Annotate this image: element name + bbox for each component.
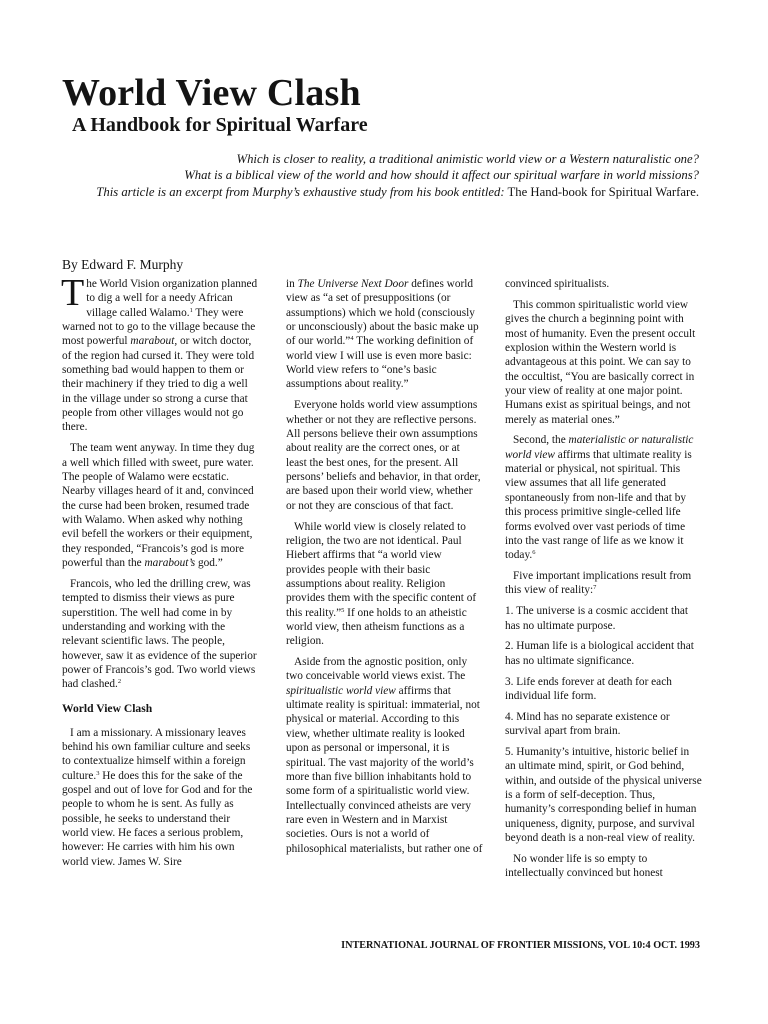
italic-term: spiritualistic world view (286, 684, 396, 697)
footnote-ref: 2 (117, 678, 122, 686)
drop-cap: T (61, 272, 85, 314)
paragraph (62, 577, 259, 692)
text-run: affirms that ultimate reality is material or physical, not spiritual. This view assumes that all life generated spontaneously from non-life and that by this process primitive single-celled life forms evolved over vast periods of time into the vast range of life as we know it today. (505, 448, 692, 562)
text-run: defines world view as “a set of presuppositions (or assumptions) which we hold (consciously or unconsciously) about the basic make up of our world.” (286, 278, 479, 348)
footnote-ref: 7 (593, 584, 597, 592)
paragraph (286, 520, 483, 649)
text-run: god.” (195, 557, 223, 570)
text-column-3 (505, 277, 702, 887)
paragraph (61, 272, 259, 435)
byline: By Edward F. Murphy (62, 257, 184, 272)
text-run: If one holds to an atheistic world view, then atheism functions as a religion. (286, 606, 467, 648)
text-run: he World Vision organization planned to dig a well for a needy African village called Walamo. (86, 278, 258, 319)
footnote-ref: 3 (96, 769, 100, 777)
paragraph (286, 655, 483, 856)
footnote-ref: 5 (341, 606, 345, 614)
paragraph: No wonder life is so empty to intellectually convinced but honest (505, 852, 663, 880)
abstract-line: Which is closer to reality, a traditional animistic world view or a Western naturalistic one? (236, 152, 699, 166)
italic-term: marabout, (130, 335, 178, 348)
italic-term: materialistic or naturalistic world view (505, 434, 694, 461)
list-item: 3. Life ends forever at death for each individual life form. (505, 675, 672, 702)
paragraph (62, 441, 259, 570)
text-run: He does this for the sake of the gospel and out of love for God and for the people to whom he is sent. As fully as possible, he seeks to understand their world view. He faces a serious problem, however: He carries with him his own world view. James W. Sire (62, 769, 253, 868)
paragraph (62, 726, 259, 869)
text-run: The working definition of world view I will use is even more basic: World view refers to “one’s basic assumptions about reality.” (286, 335, 474, 391)
page-subtitle: A Handbook for Spiritual Warfare (72, 114, 368, 136)
text-run: in (286, 278, 298, 290)
text-run: While world view is closely related to religion, the two are not identical. Paul Hiebert affirms that “a world view provides people with their basic assumptions about reality. Religion provides them with the specific content of this reality.” (286, 520, 477, 619)
text-run: The team went anyway. In time they dug a well which filled with sweet, pure water. The people of Walamo were ecstatic. Nearby villages heard of it and, convinced the curse had been broken, resumed trade with Walamo. When asked why nothing evil befell the workers or their equipment, they responded, “Francois’s god is more powerful than the (62, 442, 255, 570)
text-run: affirms that ultimate reality is spiritual: immaterial, not physical or material. According to this view, whether ultimate reality is looked upon as personal or impersonal, it is spiritual. The vast majority of the world’s more than five billion inhabitants hold to some form of a spiritualistic world view. Intellectually convinced atheists are very rare even in Western and in Marxist societies. Ours is not a world of philosophical materialists, but rather one of (286, 684, 483, 855)
list-item: 2. Human life is a biological accident that has no ultimate significance. (505, 640, 694, 667)
page-title: World View Clash (62, 72, 361, 114)
abstract-excerpt-note: This article is an excerpt from Murphy’s exhaustive study from his book entitled: (96, 184, 505, 199)
paragraph: convinced spiritualists. (505, 278, 610, 290)
footnote-ref: 6 (532, 549, 536, 557)
footnote-ref: 4 (350, 335, 354, 343)
list-item: 1. The universe is a cosmic accident that has no ultimate purpose. (505, 605, 688, 632)
text-run: Five important implications result from this view of reality: (505, 570, 692, 597)
abstract-line (62, 184, 699, 200)
text-run: Second, the (513, 434, 569, 447)
list-item: 5. Humanity’s intuitive, historic belief in an ultimate mind, spirit, or God behind, within, and outside of the physical universe is a form of self-deception. Thus, humanity’s corresponding belief in human uniqueness, dignity, purpose, and survival beyond death is a non-real view of reality. (505, 745, 702, 845)
text-run: or witch doctor, of the region had cursed it. They were told something bad would happen to them or their machinery if they tried to dig a well in the village under so strong a curse that people from other villages would not go there. (62, 335, 255, 434)
italic-term: marabout’s (144, 557, 196, 570)
abstract-line: What is a biblical view of the world and how should it affect our spiritual warfare in world missions? (184, 168, 699, 183)
section-heading: World View Clash (62, 701, 153, 715)
text-run: Aside from the agnostic position, only two conceivable world views exist. The (286, 656, 468, 683)
text-column-1 (61, 272, 259, 876)
journal-footer: INTERNATIONAL JOURNAL OF FRONTIER MISSIONS, VOL 10:4 OCT. 1993 (341, 940, 700, 951)
text-run: I am a missionary. A missionary leaves behind his own familiar culture and seeks to contextualize himself within a foreign culture. (62, 726, 251, 782)
abstract (62, 151, 699, 200)
paragraph: Everyone holds world view assumptions whether or not they are reflective persons. All persons believe their own assumptions about reality are the correct ones, or at least the best ones, for the present. All persons’ beliefs and behavior, in that order, are based upon their world view, whether or not they are conscious of that fact. (286, 399, 481, 512)
paragraph: This common spiritualistic world view gives the church a beginning point with most of humanity. Even the present occult explosion within the Western world is advantageous at this point. We can say to the occultist, “You are basically correct in your view of reality at one major point. Humans exist as spiritual beings, and not merely as material ones.” (505, 298, 696, 426)
list-item: 4. Mind has no separate existence or survival apart from brain. (505, 710, 670, 738)
abstract-book-title: The Hand-book for Spiritual Warfare. (504, 184, 699, 199)
text-column-2 (286, 277, 483, 862)
text-run: They were warned not to go to the village because the most powerful (62, 306, 256, 348)
paragraph (286, 277, 483, 392)
paragraph (505, 433, 702, 562)
footnote-ref: 1 (189, 306, 193, 314)
book-title: The Universe Next Door (297, 278, 409, 290)
text-run: Francois, who led the drilling crew, was tempted to dismiss their views as pure superstition. The well had come in by understanding and working with the relevant scientific laws. The people, however, saw it as evidence of the superior power of Francois’s god. Two world views had clashed. (62, 577, 257, 691)
paragraph (505, 569, 702, 598)
